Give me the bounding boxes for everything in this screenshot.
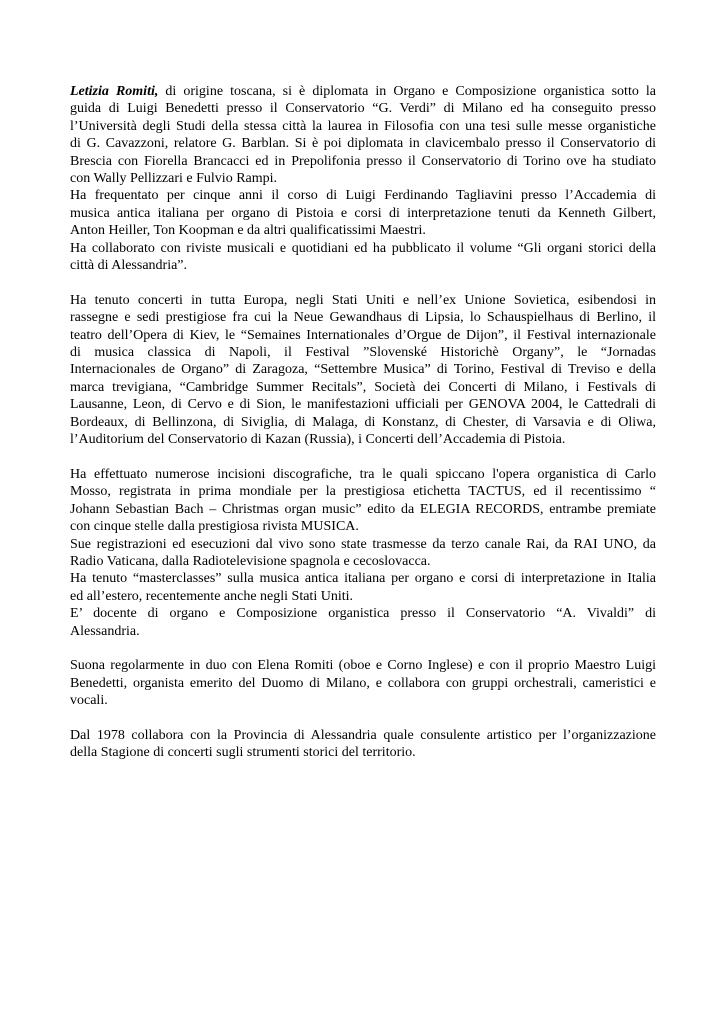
text-line: Ha effettuato numerose incisioni discografiche, tra le quali spiccano l'opera organistica di Carlo [70,466,656,482]
text-line: Alessandria. [70,623,140,639]
text-line: l’Università degli Studi della stessa città la laurea in Filosofia con una tesi sulle messe organistiche [70,118,656,134]
text-line: musica antica italiana per organo di Pistoia e corsi di interpretazione tenuti da Kenneth Gilbert, [70,205,656,221]
text-line: con Wally Pellizzari e Fulvio Rampi. [70,171,278,187]
text-line: rassegne e sedi prestigiose fra cui la Neue Gewandhaus di Lipsia, lo Schauspielhaus di Berlino, il [70,310,656,326]
author-name: Letizia Romiti, [70,84,159,99]
text-line: Johann Sebastian Bach – Christmas organ music” edito da ELEGIA RECORDS, entrambe premiate [70,501,656,517]
paragraph-biography-intro [70,83,656,274]
paragraph-recordings [70,466,656,640]
text-line: di musica classica di Napoli, il Festival ”Slovenské Historichè Organy”, le “Jornadas [70,345,656,361]
text-line: Suona regolarmente in duo con Elena Romiti (oboe e Corno Inglese) e con il proprio Maestro Luigi [70,658,656,674]
paragraph-concerts [70,292,656,449]
text-line: marca trevigiana, “Cambridge Summer Recitals”, Società dei Concerti di Milano, i Festivals di [70,379,656,395]
paragraph-duo [70,657,656,709]
text-line: della Stagione di concerti sugli strumenti storici del territorio. [70,745,416,761]
text-line: Ha collaborato con riviste musicali e quotidiani ed ha pubblicato il volume “Gli organi storici della [70,240,656,256]
text-line: teatro dell’Opera di Kiev, le “Semaines Internationales d’Orgue de Dijon”, il Festival internazionale [70,327,656,343]
text-line: vocali. [70,693,108,709]
text-line: Internacionales de Organo” di Zaragoza, “Settembre Musica” di Torino, Festival di Treviso e della [70,362,656,378]
text-line: Anton Heiller, Ton Koopman e da altri qualificatissimi Maestri. [70,223,426,239]
text-line: Dal 1978 collabora con la Provincia di Alessandria quale consulente artistico per l’organizzazione [70,727,656,743]
text-line: Radio Vaticana, dalla Radiotelevisione spagnola e cecoslovacca. [70,553,431,569]
text-line: Ha tenuto concerti in tutta Europa, negli Stati Uniti e nell’ex Unione Sovietica, esibendosi in [70,292,656,308]
text-line: Ha tenuto “masterclasses” sulla musica antica italiana per organo e corsi di interpretazione in Italia [70,571,656,587]
text-line: Brescia con Fiorella Brancacci ed in Prepolifonia presso il Conservatorio di Torino ove ha studiato [70,153,656,169]
text-line: Lausanne, Leon, di Cervo e di Sion, le manifestazioni ufficiali per GENOVA 2004, le Cattedrali di [70,397,656,413]
text-line: Letizia Romiti, di origine toscana, si è diplomata in Organo e Composizione organistica sotto la [70,84,657,99]
paragraph-gap [70,274,656,291]
paragraph-gap [70,710,656,727]
paragraph-gap [70,640,656,657]
text-line: guida di Luigi Benedetti presso il Conservatorio “G. Verdi” di Milano ed ha conseguito presso [70,101,656,117]
text-line: E’ docente di organo e Composizione organistica presso il Conservatorio “A. Vivaldi” di [70,606,656,622]
text-line: Sue registrazioni ed esecuzioni dal vivo sono state trasmesse da terzo canale Rai, da RAI UNO, da [70,536,656,552]
document-body [70,83,656,762]
text-line: di G. Cavazzoni, relatore G. Barblan. Si è poi diplomata in clavicembalo presso il Conservatorio di [70,136,656,152]
paragraph-provincia [70,727,656,762]
text-line: Benedetti, organista emerito del Duomo di Milano, e collabora con gruppi orchestrali, cameristici e [70,675,656,691]
text-line: Bordeaux, di Bellinzona, di Siviglia, di Malaga, di Konstanz, di Chester, di Varsavia e di Oliwa, [70,414,656,430]
text-line: Ha frequentato per cinque anni il corso di Luigi Ferdinando Tagliavini presso l’Accademia di [70,188,656,204]
text-line: Mosso, registrata in prima mondiale per la prestigiosa etichetta TACTUS, ed il recentissimo “ [70,484,656,500]
text-line: città di Alessandria”. [70,258,188,274]
text-line: l’Auditorium del Conservatorio di Kazan (Russia), i Concerti dell’Accademia di Pistoia. [70,432,566,448]
text-line: con cinque stelle dalla prestigiosa rivista MUSICA. [70,519,359,535]
paragraph-gap [70,449,656,466]
text-line: ed all’estero, recentemente anche negli Stati Uniti. [70,588,353,604]
